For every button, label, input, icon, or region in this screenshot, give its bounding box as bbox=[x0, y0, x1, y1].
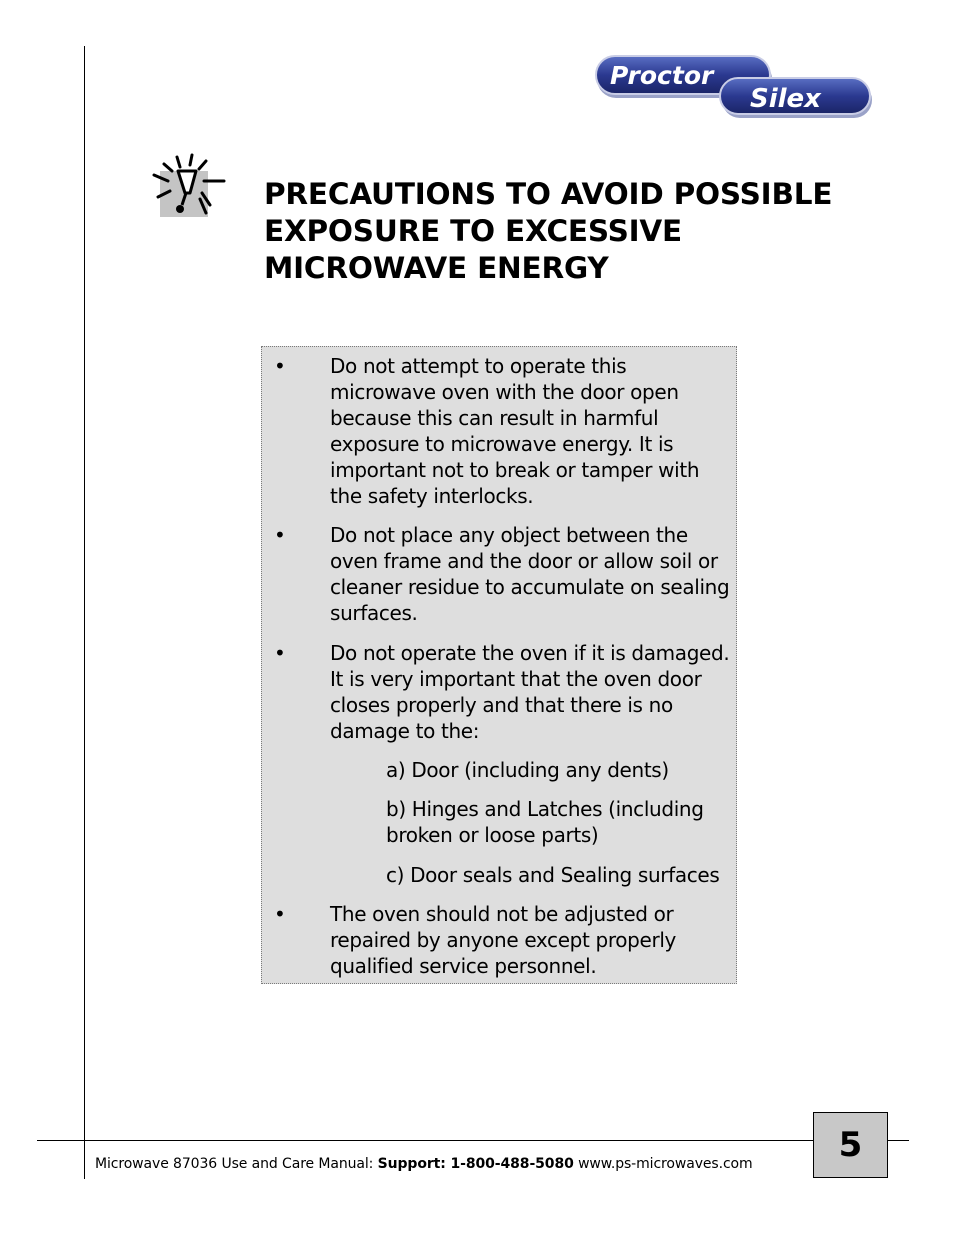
text-line: b) Hinges and Latches (including bbox=[386, 797, 704, 821]
precaution-text bbox=[330, 522, 734, 626]
footer-rule bbox=[37, 1140, 909, 1141]
damage-sub-item bbox=[386, 796, 736, 848]
left-margin-rule bbox=[84, 46, 85, 1179]
title-line: MICROWAVE ENERGY bbox=[264, 251, 609, 285]
text-line: important not to break or tamper with bbox=[330, 458, 700, 482]
logo-text-proctor: Proctor bbox=[610, 61, 714, 90]
damage-sub-item bbox=[386, 862, 736, 888]
text-line: damage to the: bbox=[330, 719, 480, 743]
proctor-silex-logo bbox=[592, 52, 878, 122]
precaution-text bbox=[330, 640, 734, 744]
footer-website: www.ps-microwaves.com bbox=[573, 1156, 753, 1172]
logo-text-silex: Silex bbox=[750, 84, 821, 114]
text-line: exposure to microwave energy. It is bbox=[330, 432, 674, 456]
text-line: cleaner residue to accumulate on sealing bbox=[330, 575, 730, 599]
text-line: Do not operate the oven if it is damaged. bbox=[330, 641, 730, 665]
bullet: • bbox=[274, 523, 286, 547]
precaution-text bbox=[330, 353, 734, 509]
footer-support: Support: 1-800-488-5080 bbox=[377, 1156, 574, 1172]
page-title bbox=[264, 176, 864, 287]
text-line: Do not place any object between the bbox=[330, 523, 688, 547]
text-line: qualified service personnel. bbox=[330, 954, 597, 978]
text-line: a) Door (including any dents) bbox=[386, 758, 669, 782]
text-line: It is very important that the oven door bbox=[330, 667, 702, 691]
text-line: c) Door seals and Sealing surfaces bbox=[386, 863, 720, 887]
bullet: • bbox=[274, 354, 286, 378]
text-line: oven frame and the door or allow soil or bbox=[330, 549, 718, 573]
page-number: 5 bbox=[813, 1112, 888, 1178]
text-line: repaired by anyone except properly bbox=[330, 928, 677, 952]
text-line: the safety interlocks. bbox=[330, 484, 534, 508]
warning-lightbulb-icon bbox=[150, 153, 228, 219]
text-line: broken or loose parts) bbox=[386, 823, 599, 847]
footer-text bbox=[95, 1156, 753, 1172]
text-line: Do not attempt to operate this bbox=[330, 354, 627, 378]
damage-sub-item bbox=[386, 757, 736, 783]
text-line: microwave oven with the door open bbox=[330, 380, 679, 404]
text-line: closes properly and that there is no bbox=[330, 693, 673, 717]
bullet: • bbox=[274, 902, 286, 926]
text-line: surfaces. bbox=[330, 601, 418, 625]
text-line: The oven should not be adjusted or bbox=[330, 902, 674, 926]
title-line: PRECAUTIONS TO AVOID POSSIBLE bbox=[264, 177, 833, 211]
bullet: • bbox=[274, 641, 286, 665]
precaution-text bbox=[330, 901, 734, 979]
text-line: because this can result in harmful bbox=[330, 406, 659, 430]
footer-manual: Microwave 87036 Use and Care Manual: bbox=[95, 1156, 378, 1172]
precautions-box bbox=[261, 346, 737, 984]
title-line: EXPOSURE TO EXCESSIVE bbox=[264, 214, 682, 248]
